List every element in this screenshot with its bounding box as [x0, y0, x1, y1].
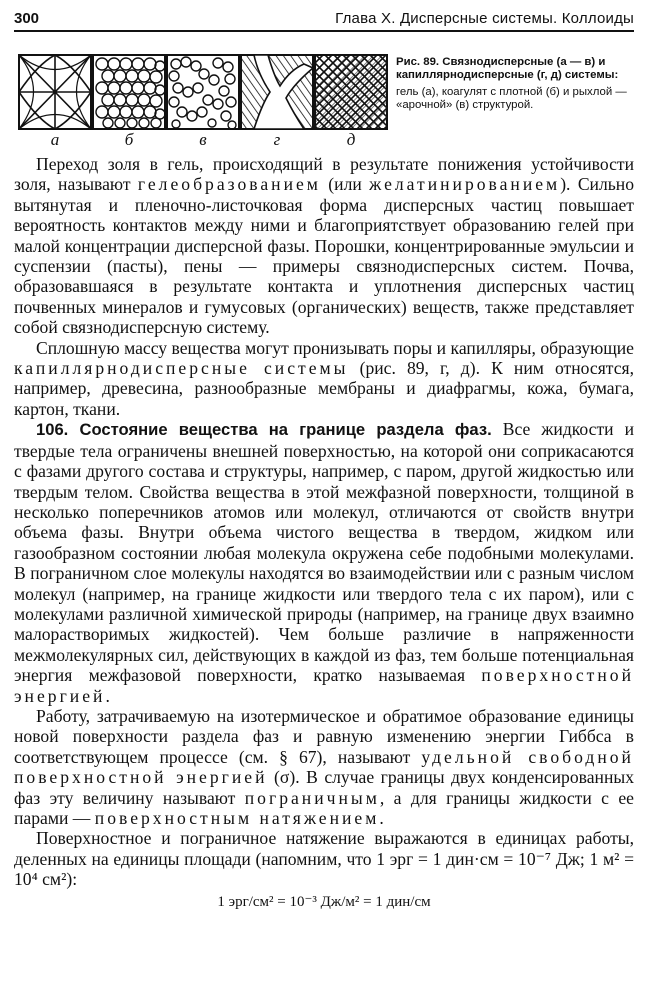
- paragraph-4: Работу, затрачиваемую на изотермическое и обратимое образование единицы новой поверхности раздела фаз и равную изменению энергии Гиббса в соответствующем процессе (см. § 67), называют удельной свободной поверхностной энергией (σ). В случае границы двух конденсированных фаз эту величину называют пограничным, а для границы жидкости с ее парами — поверхностным натяжением.: [14, 705, 634, 828]
- formula: 1 эрг/см² = 10⁻³ Дж/м² = 1 дин/см: [217, 893, 431, 910]
- panel-label-b: б: [124, 130, 134, 149]
- paragraph-5: Поверхностное и пограничное натяжение выражаются в единицах работы, деленных на единицы площади (напомним, что 1 эрг = 1 дин·см = 10⁻⁷ Дж; 1 м² = 10⁴ см²):: [14, 828, 634, 890]
- panel-d-capillary: [315, 55, 387, 129]
- term-specific-surface-energy: удельной свободной поверхностной энергией: [14, 746, 634, 788]
- term-interfacial: пограничным: [244, 787, 380, 808]
- paragraph-2: Сплошную массу вещества могут пронизывать поры и капилляры, образующие капиллярнодисперсные системы (рис. 89, г, д). К ним относятся, например, древесина, разнообразные мембраны и диафрагмы, кожа, бумага, картон, ткани.: [14, 337, 634, 419]
- panel-label-a: а: [50, 130, 60, 149]
- paragraph-3: 106. Состояние вещества на границе раздела фаз. Все жидкости и твердые тела ограничены внешней поверхностью, на которой они соприкасаются с фазами другого состава и структуры, например, с паром, другой жидкостью или твердым телом. Свойства вещества в этой межфазной поверхности, толщиной в несколько поперечников атомов или молекул, отличаются от свойств внутри объема фазы. Внутри объема чистого вещества в твердом, жидком или газообразном состоянии любая молекула окружена себе подобными молекулами. В пограничном слое молекулы находятся во взаимодействии или с разным числом молекул (например, на границе жидкости или твердого тела с их паром), или с молекулами различной химической природы (например, на границе двух взаимно малорастворимых жидкостей). Чем больше различие в напряженности межмолекулярных сил, действующих в каждой из фаз, тем больше потенциальная энергия межфазовой поверхности, кратко называемая поверхностной энергией.: [14, 419, 634, 706]
- panel-g-capillary: [241, 55, 313, 129]
- figure-panel-labels: [18, 130, 390, 150]
- panel-a-gel: [19, 55, 91, 129]
- page-header: [14, 6, 634, 32]
- page-number: 300: [14, 10, 40, 27]
- header-rule: [14, 30, 634, 32]
- term-surface-energy: поверхностной энергией: [14, 665, 634, 706]
- body-text: [14, 154, 634, 912]
- figure-89-illustration: [18, 54, 390, 130]
- caption-title: Рис. 89. Связнодисперсные (а — в) и капиллярнодисперсные (г, д) системы:: [396, 56, 619, 81]
- term-gelation: гелеобразованием: [137, 174, 321, 195]
- paragraph-1: Переход золя в гель, происходящий в результате понижения устойчивости золя, называют гелеобразованием (или желатинированием). Сильно вытянутая и пленочно-листочковая форма дисперсных частиц повышает вероятность контактов между ними и благоприятствует образованию гелей при малой концентрации дисперсной фазы. Порошки, концентрированные эмульсии и суспензии (пасты), пены — примеры связнодисперсных систем. Почва, образовавшаяся в результате контакта и уплотнения дисперсных частиц почвенных минералов и гумусовых (органических) веществ, также представляет собой связнодисперсную систему.: [14, 154, 634, 338]
- panel-label-g: г: [273, 130, 281, 149]
- caption-body: гель (а), коагулят с плотной (б) и рыхлой — «арочной» (в) структурой.: [396, 86, 627, 111]
- panel-v-loose-coagulate: [167, 55, 239, 129]
- term-capillary-systems: капиллярнодисперсные системы: [14, 358, 349, 379]
- panel-b-dense-coagulate: [93, 55, 165, 129]
- section-heading: 106. Состояние вещества на границе раздела фаз.: [36, 420, 492, 440]
- term-gelatinization: желатинированием: [369, 174, 561, 195]
- term-surface-tension: поверхностным натяжением: [94, 808, 380, 828]
- figure-caption: [396, 56, 634, 112]
- running-head: Глава X. Дисперсные системы. Коллоиды: [335, 10, 634, 27]
- panel-label-v: в: [199, 130, 207, 149]
- panel-label-d: д: [346, 130, 356, 149]
